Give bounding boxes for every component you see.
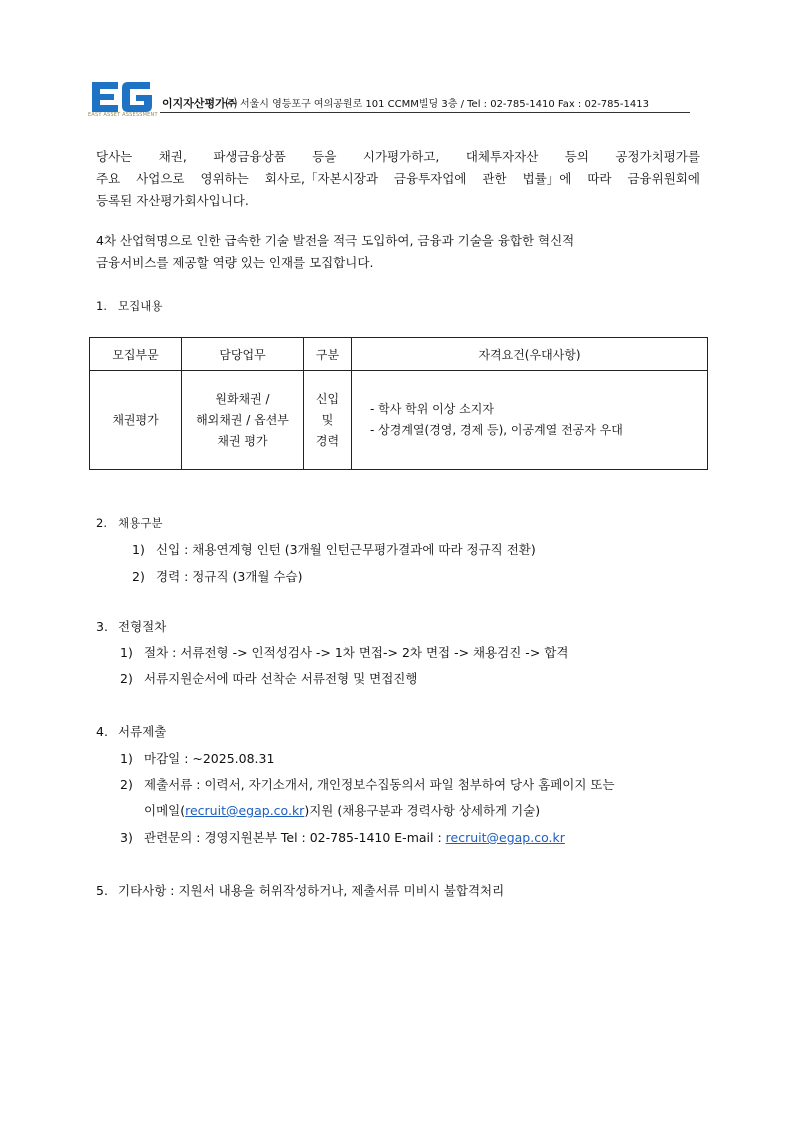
item-number: 3) (120, 830, 133, 845)
header-divider (160, 112, 690, 113)
item-text: 서류지원순서에 따라 선착순 서류전형 및 면접진행 (144, 671, 418, 686)
type-line: 및 (321, 412, 334, 427)
intro-word: 금융위원회에 (627, 171, 700, 186)
list-item (132, 567, 303, 585)
type-line: 신입 (315, 391, 340, 406)
duty-line: 해외채권 / 옵션부 (196, 412, 289, 427)
item-number: 2) (120, 671, 133, 686)
item-text: 관련문의 : 경영지원본부 Tel : 02-785-1410 E-mail : (144, 830, 446, 845)
section-3-heading (96, 617, 166, 635)
section-title: 채용구분 (118, 516, 163, 530)
section-text: 기타사항 : 지원서 내용을 허위작성하거나, 제출서류 미비시 불합격처리 (118, 883, 505, 898)
intro-word: 등을 (312, 149, 337, 164)
section-2-heading (96, 515, 162, 531)
list-item (120, 775, 615, 793)
company-address: 서울시 영등포구 여의공원로 101 CCMM빌딩 3층 / Tel : 02-785-1410 Fax : 02-785-1413 (239, 99, 649, 110)
section-title: 서류제출 (118, 724, 167, 739)
section-title: 전형절차 (118, 619, 167, 634)
intro-word: 영위하는 (200, 171, 249, 186)
item-text: 절차 : 서류전형 -> 인적성검사 -> 1차 면접-> 2차 면접 -> 채용검진 -> 합격 (144, 645, 569, 660)
list-item (120, 669, 417, 687)
intro-word: 따라 (587, 171, 612, 186)
section-1-heading (96, 298, 162, 314)
intro-word: 회사로,「자본시장과 (264, 171, 378, 186)
intro-paragraph (96, 146, 700, 212)
section-number: 3. (96, 619, 108, 634)
intro-word: 주요 (96, 171, 121, 186)
intro-word: 관한 (482, 171, 507, 186)
table-row (90, 371, 708, 470)
item-text: 신입 : 채용연계형 인턴 (3개월 인턴근무평가결과에 따라 정규직 전환) (156, 542, 536, 557)
list-item (132, 540, 536, 558)
header-info (162, 95, 649, 111)
item-number: 2) (132, 569, 145, 584)
item-number: 1) (120, 751, 133, 766)
cell-dept: 채권평가 (90, 371, 182, 470)
cell-type (304, 371, 352, 470)
section-number: 1. (96, 299, 107, 313)
intro-word: 금융투자업에 (393, 171, 467, 186)
item-number: 1) (132, 542, 145, 557)
cell-duty (182, 371, 304, 470)
intro-word: 법률」에 (522, 171, 572, 186)
section-number: 5. (96, 883, 108, 898)
section-5-heading (96, 881, 504, 899)
table-header-row (90, 338, 708, 371)
email-link[interactable]: recruit@egap.co.kr (185, 803, 305, 818)
intro-line-1 (96, 146, 700, 168)
item-number: 2) (120, 777, 133, 792)
duty-line: 채권 평가 (217, 433, 268, 448)
list-item-continuation (144, 801, 540, 819)
section-number: 2. (96, 516, 107, 530)
requirement-line: - 학사 학위 이상 소지자 (370, 402, 494, 416)
intro-line-3: 등록된 자산평가회사입니다. (96, 193, 249, 208)
intro-word: 공정가치평가를 (615, 149, 700, 164)
type-line: 경력 (315, 433, 340, 448)
intro-word: 대체투자자산 (465, 149, 539, 164)
mission-paragraph (96, 230, 700, 274)
item-number: 1) (120, 645, 133, 660)
item-text: )지원 (채용구분과 경력사항 상세하게 기술) (304, 803, 541, 818)
header-type: 구분 (304, 338, 352, 371)
item-text: 경력 : 정규직 (3개월 수습) (156, 569, 303, 584)
company-name: 이지자산평가㈜ (162, 97, 237, 110)
list-item (120, 643, 568, 661)
header-dept: 모집부문 (90, 338, 182, 371)
mission-line-1: 4차 산업혁명으로 인한 급속한 기술 발전을 적극 도입하여, 금융과 기술을 융합한 혁신적 (96, 233, 575, 248)
intro-word: 파생금융상품 (213, 149, 286, 164)
recruitment-table (89, 337, 708, 470)
requirement-line: - 상경계열(경영, 경제 등), 이공계열 전공자 우대 (370, 423, 623, 437)
intro-line-2 (96, 168, 700, 190)
section-4-heading (96, 722, 166, 740)
item-text: 마감일 : ~2025.08.31 (144, 751, 275, 766)
header-requirements: 자격요건(우대사항) (352, 338, 708, 371)
cell-requirements (352, 371, 708, 470)
list-item (120, 828, 565, 846)
intro-word: 등의 (564, 149, 589, 164)
item-text: 이메일( (144, 803, 186, 818)
header-duty: 담당업무 (182, 338, 304, 371)
item-text: 제출서류 : 이력서, 자기소개서, 개인정보수집동의서 파일 첨부하여 당사 홈페이지 또는 (144, 777, 615, 792)
mission-line-2: 금융서비스를 제공할 역량 있는 인재를 모집합니다. (96, 255, 374, 270)
intro-word: 채권, (158, 149, 187, 164)
intro-word: 시가평가하고, (362, 149, 440, 164)
intro-word: 당사는 (96, 149, 133, 164)
email-link[interactable]: recruit@egap.co.kr (445, 830, 565, 845)
section-title: 모집내용 (118, 299, 163, 313)
intro-word: 사업으로 (136, 171, 185, 186)
duty-line: 원화채권 / (215, 391, 270, 406)
list-item (120, 749, 274, 767)
section-number: 4. (96, 724, 108, 739)
logo-tagline: EASY ASSET ASSESSMENT (88, 112, 158, 118)
